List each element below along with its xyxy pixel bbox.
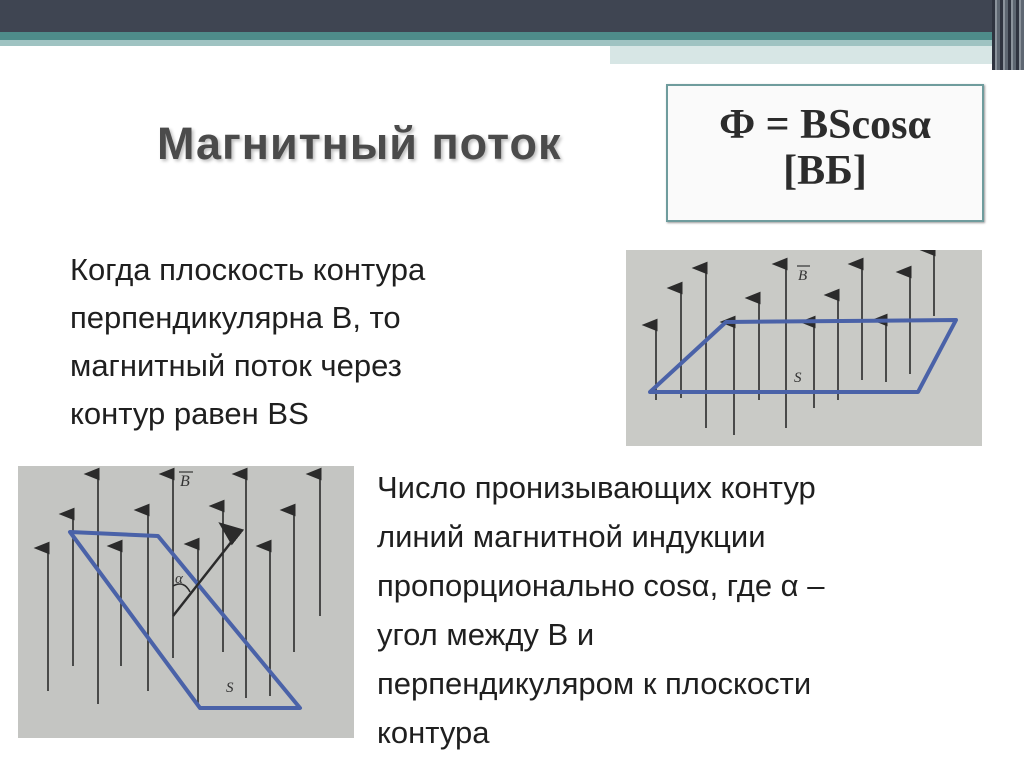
paragraph-line: пропорционально cosα, где α – (377, 568, 825, 603)
formula-unit: [ВБ] (783, 148, 867, 194)
paragraph-line: Когда плоскость контура (70, 252, 426, 287)
formula-box (666, 84, 984, 222)
top-bar-accent (610, 46, 1000, 64)
figure-tilted-loop (18, 466, 354, 738)
field-lines (48, 474, 320, 706)
slide-title: Магнитный поток (157, 118, 562, 169)
paragraph-line: перпендикулярна В, то (70, 300, 401, 335)
formula-equation: Ф = BScosα (719, 102, 931, 148)
paragraph-line: линий магнитной индукции (377, 519, 766, 554)
loop-contour (70, 532, 300, 708)
area-s-label: S (794, 370, 802, 386)
angle-alpha-label: α (175, 571, 183, 587)
paragraph-line: Число пронизывающих контур (377, 470, 816, 505)
corner-decoration (992, 0, 1024, 70)
top-bar-teal (0, 32, 1000, 40)
figure-tilted-svg (18, 466, 354, 738)
field-lines (656, 250, 934, 435)
vector-b-label: B (180, 473, 190, 490)
paragraph-line: контур равен BS (70, 396, 309, 431)
paragraph-perpendicular (70, 246, 570, 438)
paragraph-line: перпендикуляром к плоскости (377, 666, 812, 701)
figure-perpendicular-loop (626, 250, 982, 446)
area-s-label: S (226, 680, 234, 696)
figure-perpendicular-svg (626, 250, 982, 446)
top-bar-dark (0, 0, 1024, 32)
paragraph-line: угол между В и (377, 617, 595, 652)
paragraph-angle (377, 463, 977, 757)
paragraph-line: магнитный поток через (70, 348, 402, 383)
vector-b-label: B (798, 268, 808, 284)
paragraph-line: контура (377, 715, 490, 750)
